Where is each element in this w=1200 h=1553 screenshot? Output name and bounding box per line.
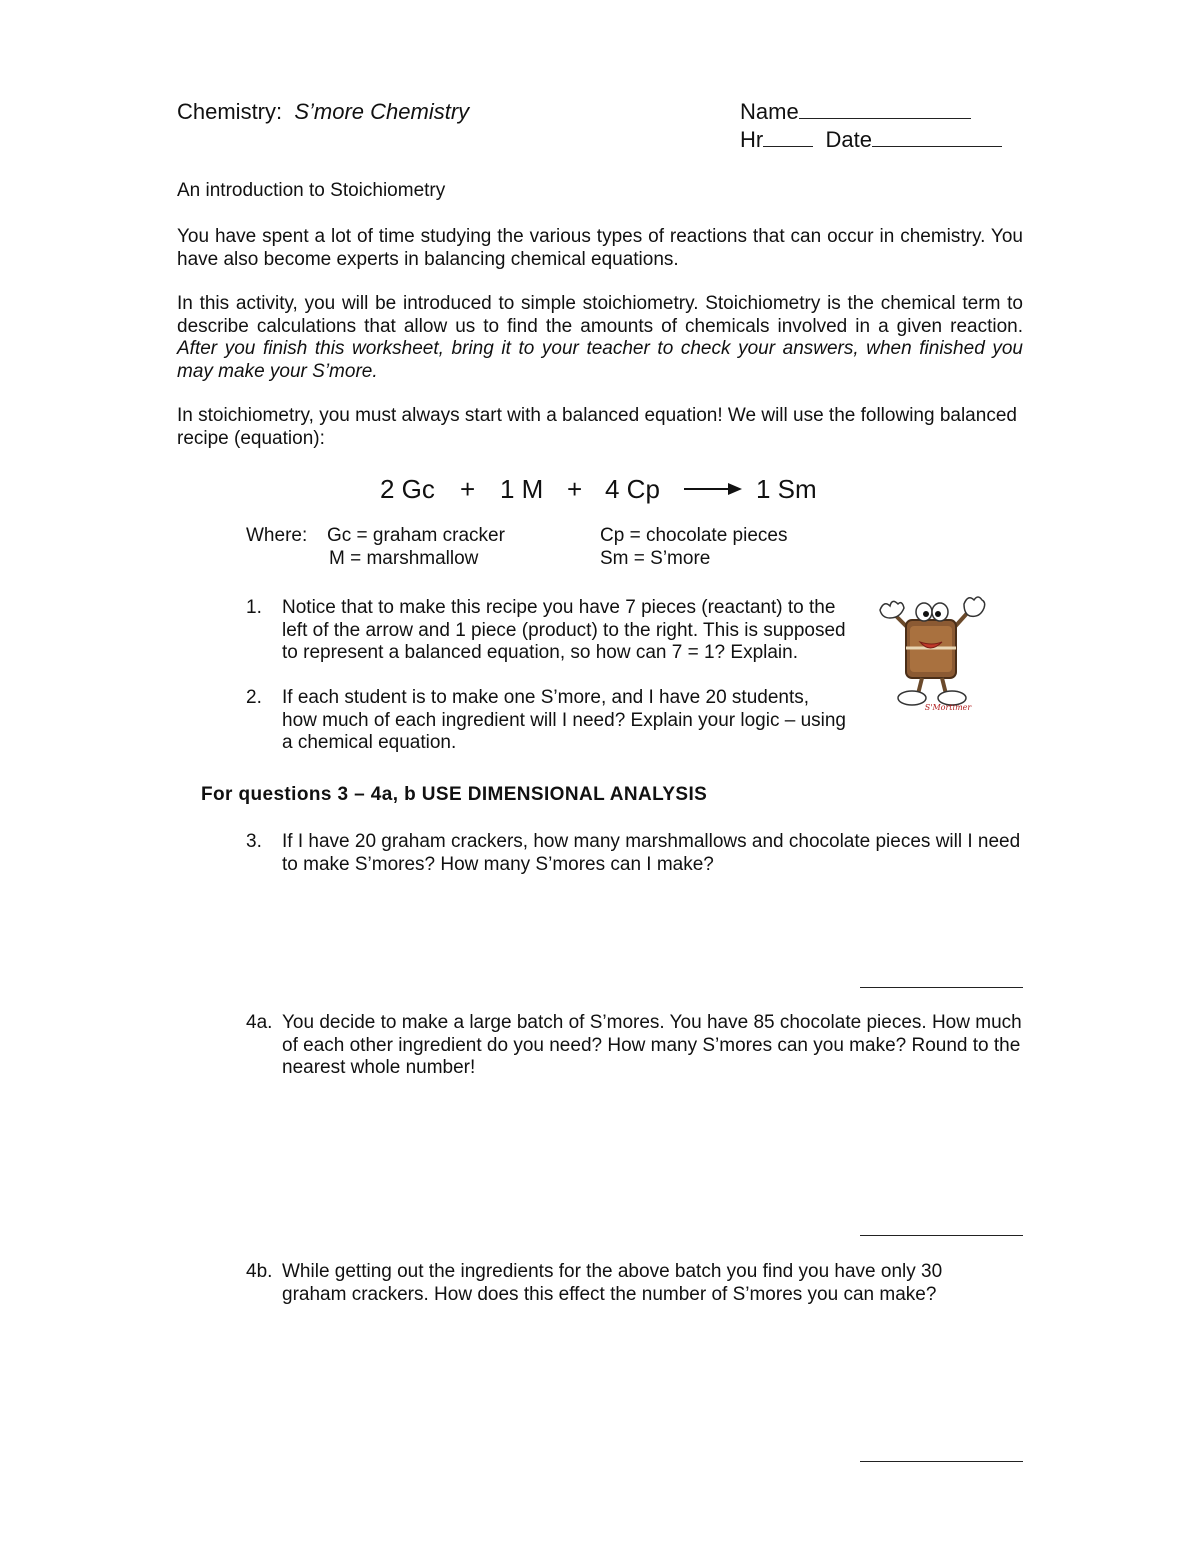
name-field[interactable] [740, 98, 971, 125]
equation-term-m: 1 M [500, 474, 544, 504]
answer-line-4b[interactable] [860, 1461, 1023, 1462]
question-text: If each student is to make one S’more, and I have 20 students, how much of each ingredient will I need? Explain your logic – using a chemical equation. [282, 687, 846, 753]
title-label: S’more Chemistry [294, 99, 470, 124]
paragraph-stoichiometry [177, 293, 1023, 383]
question-number: 4a. [246, 1012, 273, 1033]
legend-gc: Gc = graham cracker [327, 525, 505, 546]
legend-m: M = marshmallow [329, 548, 479, 569]
question-text: You decide to make a large batch of S’mores. You have 85 chocolate pieces. How much of each other ingredient do you need? How many S’mores can you make? Round to the nearest whole number! [282, 1012, 1022, 1078]
paragraph-instructions: After you finish this worksheet, bring it to your teacher to check your answers, when finished you may make your S’more. [177, 338, 1023, 382]
question-number: 2. [246, 687, 262, 708]
question-2 [246, 687, 846, 755]
paragraph-stoichiometry-text: In this activity, you will be introduced to simple stoichiometry. Stoichiometry is the chemical term to describe calculations that allow us to find the amounts of chemicals involved in a given reaction. [177, 293, 1023, 337]
question-text: While getting out the ingredients for the above batch you find you have only 30 graham crackers. How does this effect the number of S’mores you can make? [282, 1261, 943, 1305]
hr-blank[interactable] [763, 126, 813, 147]
date-blank[interactable] [872, 126, 1002, 147]
question-number: 4b. [246, 1261, 273, 1282]
hr-date-fields [740, 126, 1002, 153]
paragraph-reactions: You have spent a lot of time studying the various types of reactions that can occur in chemistry. You have also become experts in balancing chemical equations. [177, 226, 1023, 270]
mascot-caption: S'Mortimer [924, 703, 972, 712]
equation-product-sm: 1 Sm [756, 474, 817, 504]
legend-cp: Cp = chocolate pieces [600, 525, 788, 546]
intro-heading: An introduction to Stoichiometry [177, 180, 446, 201]
date-label: Date [825, 127, 872, 152]
paragraph-balanced: In stoichiometry, you must always start with a balanced equation! We will use the following balanced recipe (equation): [177, 405, 1017, 449]
subject-label: Chemistry: [177, 99, 283, 124]
question-1 [246, 597, 846, 665]
legend-sm: Sm = S’more [600, 548, 711, 569]
question-3 [246, 831, 1026, 876]
name-blank[interactable] [799, 98, 971, 119]
question-text: If I have 20 graham crackers, how many marshmallows and chocolate pieces will I need to make S’mores? How many S’mores can I make? [282, 831, 1021, 875]
question-text: Notice that to make this recipe you have 7 pieces (reactant) to the left of the arrow and 1 piece (product) to the right. This is supposed to represent a balanced equation, so how can 7 = 1? Explain. [282, 597, 846, 663]
section-heading: For questions 3 – 4a, b USE DIMENSIONAL ANALYSIS [201, 784, 708, 805]
legend-where: Where: [246, 525, 308, 546]
question-number: 3. [246, 831, 262, 852]
equation-plus-2: + [567, 474, 583, 504]
smore-mascot-image [872, 590, 988, 714]
question-4a [246, 1012, 1026, 1080]
worksheet-title [177, 98, 469, 125]
answer-line-3[interactable] [860, 987, 1023, 988]
equation-term-cp: 4 Cp [605, 474, 660, 504]
question-number: 1. [246, 597, 262, 618]
question-4b [246, 1261, 1026, 1306]
hr-label: Hr [740, 127, 764, 152]
equation-term-gc: 2 Gc [380, 474, 435, 504]
equation-plus-1: + [460, 474, 476, 504]
name-label: Name [740, 99, 799, 124]
answer-line-4a[interactable] [860, 1235, 1023, 1236]
reaction-arrow-icon [682, 478, 744, 500]
